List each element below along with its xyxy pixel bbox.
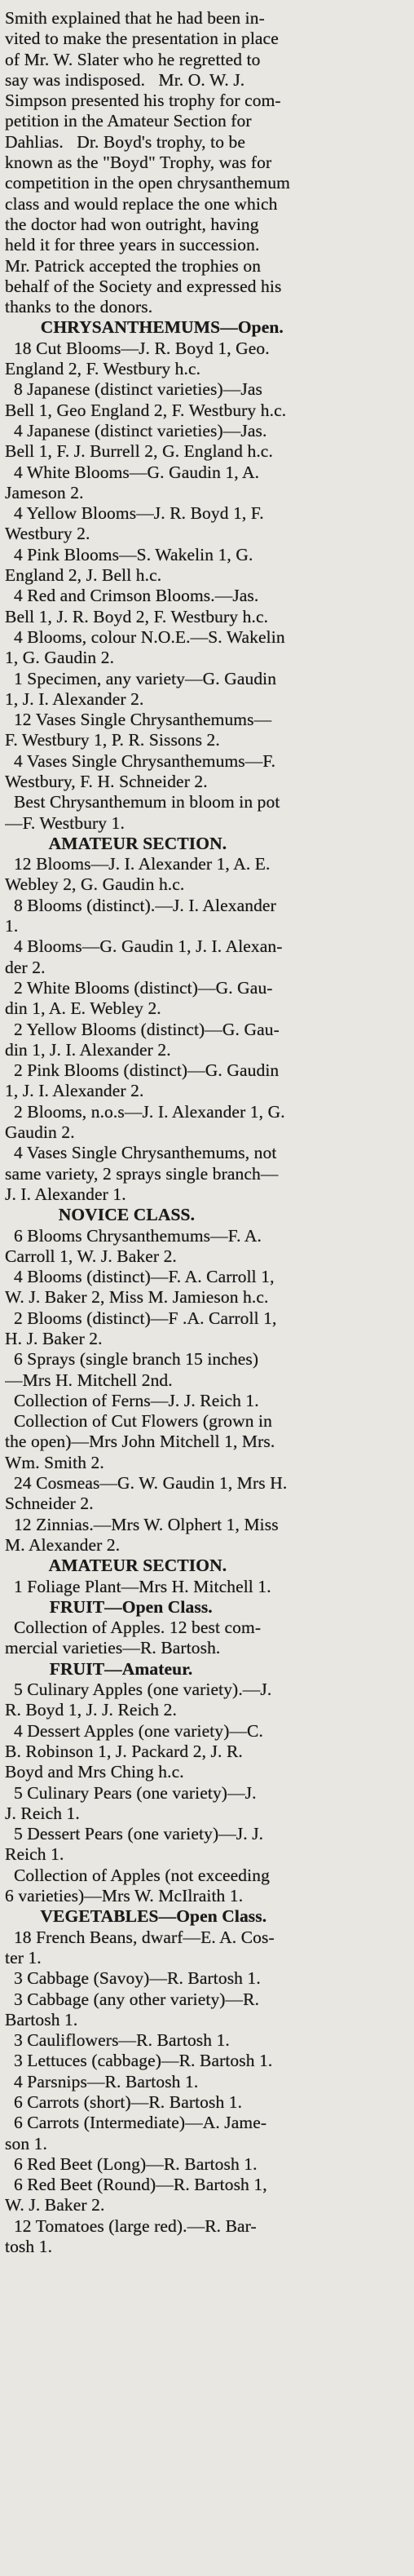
text-line: 2 Blooms (distinct)—F .A. Carroll 1, bbox=[5, 1308, 277, 1328]
text-line: 12 Tomatoes (large red).—R. Bar- bbox=[5, 2215, 257, 2236]
text-line: 1 Foliage Plant—Mrs H. Mitchell 1. bbox=[5, 1576, 271, 1596]
text-line: Wm. Smith 2. bbox=[5, 1452, 104, 1472]
text-line: known as the "Boyd" Trophy, was for bbox=[5, 153, 272, 173]
text-line: Simpson presented his trophy for com- bbox=[5, 91, 281, 111]
section-heading: NOVICE CLASS. bbox=[5, 1205, 196, 1225]
text-line: 4 Dessert Apples (one variety)—C. bbox=[5, 1720, 263, 1741]
text-line: Westbury, F. H. Schneider 2. bbox=[5, 771, 208, 791]
text-line: din 1, J. I. Alexander 2. bbox=[5, 1039, 171, 1060]
section-heading: CHRYSANTHEMUMS—Open. bbox=[5, 317, 284, 338]
text-line: the doctor had won outright, having bbox=[5, 214, 259, 234]
text-line: the open)—Mrs John Mitchell 1, Mrs. bbox=[5, 1432, 275, 1452]
text-line: mercial varieties—R. Bartosh. bbox=[5, 1638, 221, 1658]
text-line: Bartosh 1. bbox=[5, 2009, 78, 2029]
text-line: England 2, J. Bell h.c. bbox=[5, 565, 162, 586]
text-line: England 2, F. Westbury h.c. bbox=[5, 359, 201, 379]
text-line: —F. Westbury 1. bbox=[5, 812, 125, 833]
text-line: 1 Specimen, any variety—G. Gaudin bbox=[5, 668, 277, 688]
text-line: 4 Blooms (distinct)—F. A. Carroll 1, bbox=[5, 1267, 275, 1287]
text-line: 4 Parsnips—R. Bartosh 1. bbox=[5, 2071, 199, 2091]
text-line: 5 Culinary Pears (one variety)—J. bbox=[5, 1782, 257, 1803]
text-line: son 1. bbox=[5, 2133, 47, 2153]
text-line: 1. bbox=[5, 916, 19, 936]
text-line: vited to make the presentation in place bbox=[5, 29, 279, 49]
text-line: Boyd and Mrs Ching h.c. bbox=[5, 1762, 184, 1782]
text-line: Collection of Cut Flowers (grown in bbox=[5, 1411, 272, 1432]
text-line: 1, J. I. Alexander 2. bbox=[5, 1081, 144, 1101]
text-line: Best Chrysanthemum in bloom in pot bbox=[5, 792, 280, 812]
text-line: Smith explained that he had been in- bbox=[5, 8, 265, 28]
text-line: Schneider 2. bbox=[5, 1494, 94, 1514]
text-line: class and would replace the one which bbox=[5, 193, 278, 214]
text-line: of Mr. W. Slater who he regretted to bbox=[5, 49, 261, 69]
text-line: H. J. Baker 2. bbox=[5, 1329, 103, 1348]
text-line: 8 Japanese (distinct varieties)—Jas bbox=[5, 379, 262, 400]
text-line: 6 varieties)—Mrs W. McIlraith 1. bbox=[5, 1886, 244, 1906]
text-line: 3 Cabbage (any other variety)—R. bbox=[5, 1989, 260, 2009]
text-line: 1, J. I. Alexander 2. bbox=[5, 688, 144, 709]
text-line: held it for three years in succession. bbox=[5, 235, 260, 255]
text-line: 6 Red Beet (Long)—R. Bartosh 1. bbox=[5, 2153, 258, 2174]
text-line: 12 Blooms—J. I. Alexander 1, A. E. bbox=[5, 854, 271, 874]
text-line: Westbury 2. bbox=[5, 524, 90, 544]
text-line: W. J. Baker 2. bbox=[5, 2195, 105, 2215]
text-line: petition in the Amateur Section for bbox=[5, 111, 252, 131]
text-line: —Mrs H. Mitchell 2nd. bbox=[5, 1370, 173, 1390]
text-line: 2 White Blooms (distinct)—G. Gau- bbox=[5, 977, 273, 998]
section-heading: VEGETABLES—Open Class. bbox=[5, 1906, 267, 1927]
text-line: der 2. bbox=[5, 957, 46, 977]
text-line: Collection of Apples. 12 best com- bbox=[5, 1618, 262, 1638]
text-line: ter 1. bbox=[5, 1947, 42, 1967]
text-line: 4 Red and Crimson Blooms.—Jas. bbox=[5, 586, 259, 606]
text-line: Mr. Patrick accepted the trophies on bbox=[5, 255, 262, 276]
text-line: 3 Lettuces (cabbage)—R. Bartosh 1. bbox=[5, 2051, 273, 2071]
text-line: tosh 1. bbox=[5, 2237, 53, 2257]
text-line: 4 Blooms, colour N.O.E.—S. Wakelin bbox=[5, 626, 285, 647]
text-line: 3 Cabbage (Savoy)—R. Bartosh 1. bbox=[5, 1968, 261, 1989]
section-heading: AMATEUR SECTION. bbox=[5, 1556, 227, 1576]
text-line: 6 Sprays (single branch 15 inches) bbox=[5, 1349, 259, 1370]
section-heading: FRUIT—Open Class. bbox=[5, 1596, 213, 1617]
text-line: 4 Pink Blooms—S. Wakelin 1, G. bbox=[5, 544, 253, 564]
section-heading: AMATEUR SECTION. bbox=[5, 833, 227, 853]
text-line: W. J. Baker 2, Miss M. Jamieson h.c. bbox=[5, 1287, 269, 1308]
text-line: 5 Culinary Apples (one variety).—J. bbox=[5, 1680, 272, 1700]
text-line: Collection of Ferns—J. J. Reich 1. bbox=[5, 1390, 259, 1410]
text-line: Jameson 2. bbox=[5, 482, 84, 502]
text-line: 1, G. Gaudin 2. bbox=[5, 648, 115, 668]
text-line: 4 Vases Single Chrysanthemums, not bbox=[5, 1143, 277, 1163]
text-line: 2 Yellow Blooms (distinct)—G. Gau- bbox=[5, 1019, 280, 1039]
text-line: behalf of the Society and expressed his bbox=[5, 276, 282, 296]
text-line: Bell 1, F. J. Burrell 2, G. England h.c. bbox=[5, 441, 273, 462]
text-line: 4 Japanese (distinct varieties)—Jas. bbox=[5, 420, 267, 440]
text-line: 8 Blooms (distinct).—J. I. Alexander bbox=[5, 895, 276, 915]
text-line: 6 Red Beet (Round)—R. Bartosh 1, bbox=[5, 2175, 267, 2195]
text-line: 6 Blooms Chrysanthemums—F. A. bbox=[5, 1225, 262, 1246]
text-line: B. Robinson 1, J. Packard 2, J. R. bbox=[5, 1741, 243, 1761]
text-line: 6 Carrots (short)—R. Bartosh 1. bbox=[5, 2091, 243, 2112]
text-line: 2 Pink Blooms (distinct)—G. Gaudin bbox=[5, 1060, 280, 1081]
text-line: Gaudin 2. bbox=[5, 1122, 75, 1143]
text-line: thanks to the donors. bbox=[5, 297, 153, 317]
text-line: F. Westbury 1, P. R. Sissons 2. bbox=[5, 730, 220, 750]
text-line: M. Alexander 2. bbox=[5, 1534, 121, 1555]
text-line: 2 Blooms, n.o.s—J. I. Alexander 1, G. bbox=[5, 1101, 285, 1122]
text-line: competition in the open chrysanthemum bbox=[5, 173, 291, 193]
text-line: Bell 1, J. R. Boyd 2, F. Westbury h.c. bbox=[5, 606, 269, 626]
text-line: 18 French Beans, dwarf—E. A. Cos- bbox=[5, 1927, 275, 1947]
section-heading: FRUIT—Amateur. bbox=[5, 1658, 193, 1679]
text-line: 3 Cauliflowers—R. Bartosh 1. bbox=[5, 2030, 230, 2051]
text-line: 5 Dessert Pears (one variety)—J. J. bbox=[5, 1824, 264, 1844]
text-line: 4 Blooms—G. Gaudin 1, J. I. Alexan- bbox=[5, 936, 283, 957]
text-line: din 1, A. E. Webley 2. bbox=[5, 998, 161, 1019]
text-line: Bell 1, Geo England 2, F. Westbury h.c. bbox=[5, 400, 287, 420]
text-line: say was indisposed. Mr. O. W. J. bbox=[5, 69, 245, 90]
text-line: Carroll 1, W. J. Baker 2. bbox=[5, 1246, 177, 1266]
text-line: Webley 2, G. Gaudin h.c. bbox=[5, 874, 185, 895]
text-line: 24 Cosmeas—G. W. Gaudin 1, Mrs H. bbox=[5, 1473, 288, 1494]
text-line: J. Reich 1. bbox=[5, 1803, 80, 1823]
text-line: 4 White Blooms—G. Gaudin 1, A. bbox=[5, 462, 260, 482]
text-line: Collection of Apples (not exceeding bbox=[5, 1865, 270, 1885]
text-line: 12 Vases Single Chrysanthemums— bbox=[5, 710, 272, 730]
text-line: 18 Cut Blooms—J. R. Boyd 1, Geo. bbox=[5, 338, 270, 358]
text-line: J. I. Alexander 1. bbox=[5, 1184, 126, 1204]
text-line: 4 Yellow Blooms—J. R. Boyd 1, F. bbox=[5, 503, 264, 524]
text-line: same variety, 2 sprays single branch— bbox=[5, 1163, 279, 1184]
text-line: 4 Vases Single Chrysanthemums—F. bbox=[5, 750, 276, 771]
text-line: Reich 1. bbox=[5, 1844, 64, 1865]
text-line: R. Boyd 1, J. J. Reich 2. bbox=[5, 1700, 177, 1720]
text-line: 6 Carrots (Intermediate)—A. Jame- bbox=[5, 2113, 267, 2133]
text-line: Dahlias. Dr. Boyd's trophy, to be bbox=[5, 131, 246, 152]
text-line: 12 Zinnias.—Mrs W. Olphert 1, Miss bbox=[5, 1514, 279, 1534]
